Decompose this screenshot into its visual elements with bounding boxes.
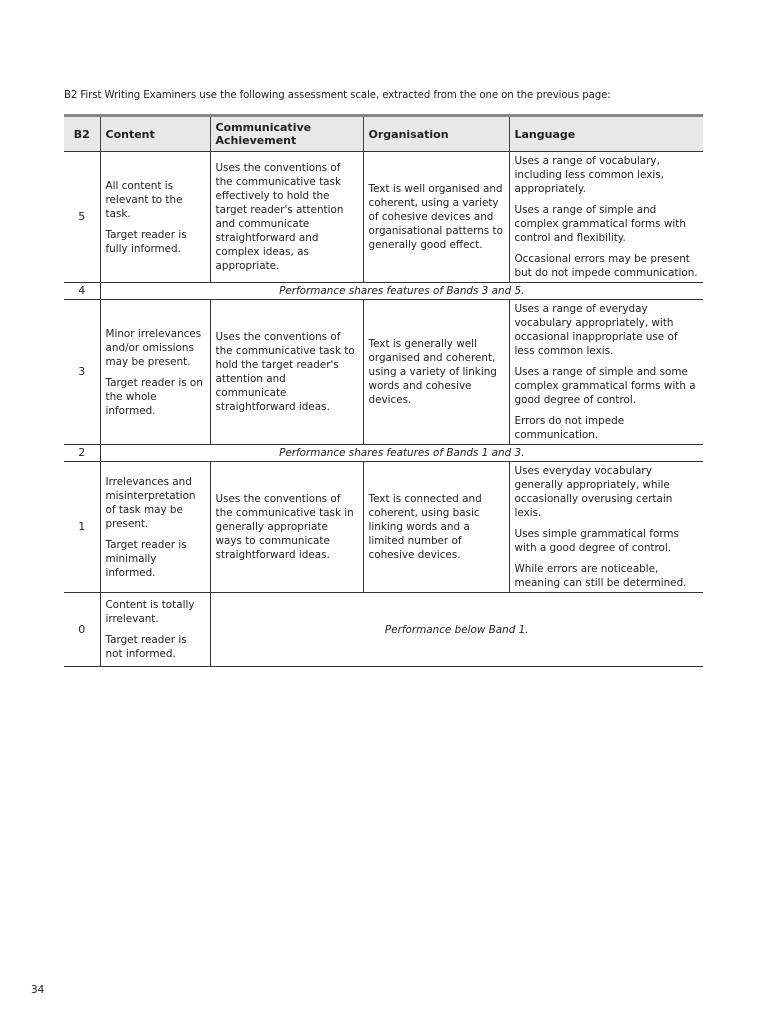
page-number: 34 [31, 984, 45, 996]
band-label: 5 [64, 152, 100, 283]
content-cell [100, 462, 210, 593]
language-text: Uses everyday vocabulary generally appropriately, while occasionally overusing certain lexis. [514, 465, 673, 519]
shared-features-note: Performance shares features of Bands 1 and 3. [100, 445, 703, 462]
header-communicative-achievement: Communicative Achievement [210, 116, 363, 152]
band-label: 1 [64, 462, 100, 593]
organisation-text: Text is generally well organised and coherent, using a variety of linking words and cohesive devices. [368, 338, 497, 406]
content-text: Target reader is on the whole informed. [105, 376, 203, 417]
communicative-achievement-cell [210, 300, 363, 445]
assessment-scale-table [64, 114, 703, 667]
band-3-row [64, 300, 703, 445]
language-text: Occasional errors may be present but do not impede communication. [514, 253, 698, 279]
language-cell [509, 152, 703, 283]
language-cell [509, 462, 703, 593]
band-0-row [64, 593, 703, 667]
language-text: Uses simple grammatical forms with a good degree of control. [514, 528, 679, 554]
organisation-text: Text is well organised and coherent, using a variety of cohesive devices and organisational patterns to generally good effect. [368, 183, 503, 251]
content-text: Target reader is minimally informed. [105, 538, 187, 579]
header-content: Content [100, 116, 210, 152]
band-label: 2 [64, 445, 100, 462]
band-2-row [64, 445, 703, 462]
header-band: B2 [64, 116, 100, 152]
band-label: 0 [64, 593, 100, 667]
communicative-achievement-text: Uses the conventions of the communicative task to hold the target reader's attention and communicate straightforward ideas. [215, 331, 355, 413]
below-band-note: Performance below Band 1. [210, 593, 703, 667]
language-text: Uses a range of everyday vocabulary appropriately, with occasional inappropriate use of less common lexis. [514, 303, 678, 357]
content-text: Irrelevances and misinterpretation of task may be present. [105, 475, 196, 530]
band-1-row [64, 462, 703, 593]
band-label: 3 [64, 300, 100, 445]
content-text: Target reader is fully informed. [105, 228, 187, 255]
organisation-cell [363, 462, 509, 593]
organisation-text: Text is connected and coherent, using basic linking words and a limited number of cohesive devices. [368, 493, 482, 561]
band-label: 4 [64, 283, 100, 300]
band-4-row [64, 283, 703, 300]
header-row [64, 116, 703, 152]
content-text: Target reader is not informed. [105, 634, 187, 660]
intro-text: B2 First Writing Examiners use the following assessment scale, extracted from the one on the previous page: [64, 90, 611, 101]
content-cell [100, 152, 210, 283]
communicative-achievement-cell [210, 152, 363, 283]
content-cell [100, 300, 210, 445]
language-text: Uses a range of simple and complex grammatical forms with control and flexibility. [514, 204, 686, 244]
language-text: Uses a range of vocabulary, including less common lexis, appropriately. [514, 155, 664, 195]
shared-features-note: Performance shares features of Bands 3 and 5. [100, 283, 703, 300]
language-cell [509, 300, 703, 445]
header-organisation: Organisation [363, 116, 509, 152]
band-5-row [64, 152, 703, 283]
content-text: Content is totally irrelevant. [105, 599, 195, 625]
communicative-achievement-text: Uses the conventions of the communicative task in generally appropriate ways to communicate straightforward ideas. [215, 493, 354, 561]
content-cell [100, 593, 210, 667]
communicative-achievement-text: Uses the conventions of the communicative task effectively to hold the target reader's attention and communicate straightforward and complex ideas, as appropriate. [215, 162, 344, 272]
language-text: Errors do not impede communication. [514, 415, 625, 441]
communicative-achievement-cell [210, 462, 363, 593]
organisation-cell [363, 152, 509, 283]
language-text: Uses a range of simple and some complex grammatical forms with a good degree of control. [514, 366, 696, 406]
language-text: While errors are noticeable, meaning can still be determined. [514, 563, 687, 589]
organisation-cell [363, 300, 509, 445]
content-text: Minor irrelevances and/or omissions may be present. [105, 327, 202, 368]
header-language: Language [509, 116, 703, 152]
content-text: All content is relevant to the task. [105, 179, 183, 220]
